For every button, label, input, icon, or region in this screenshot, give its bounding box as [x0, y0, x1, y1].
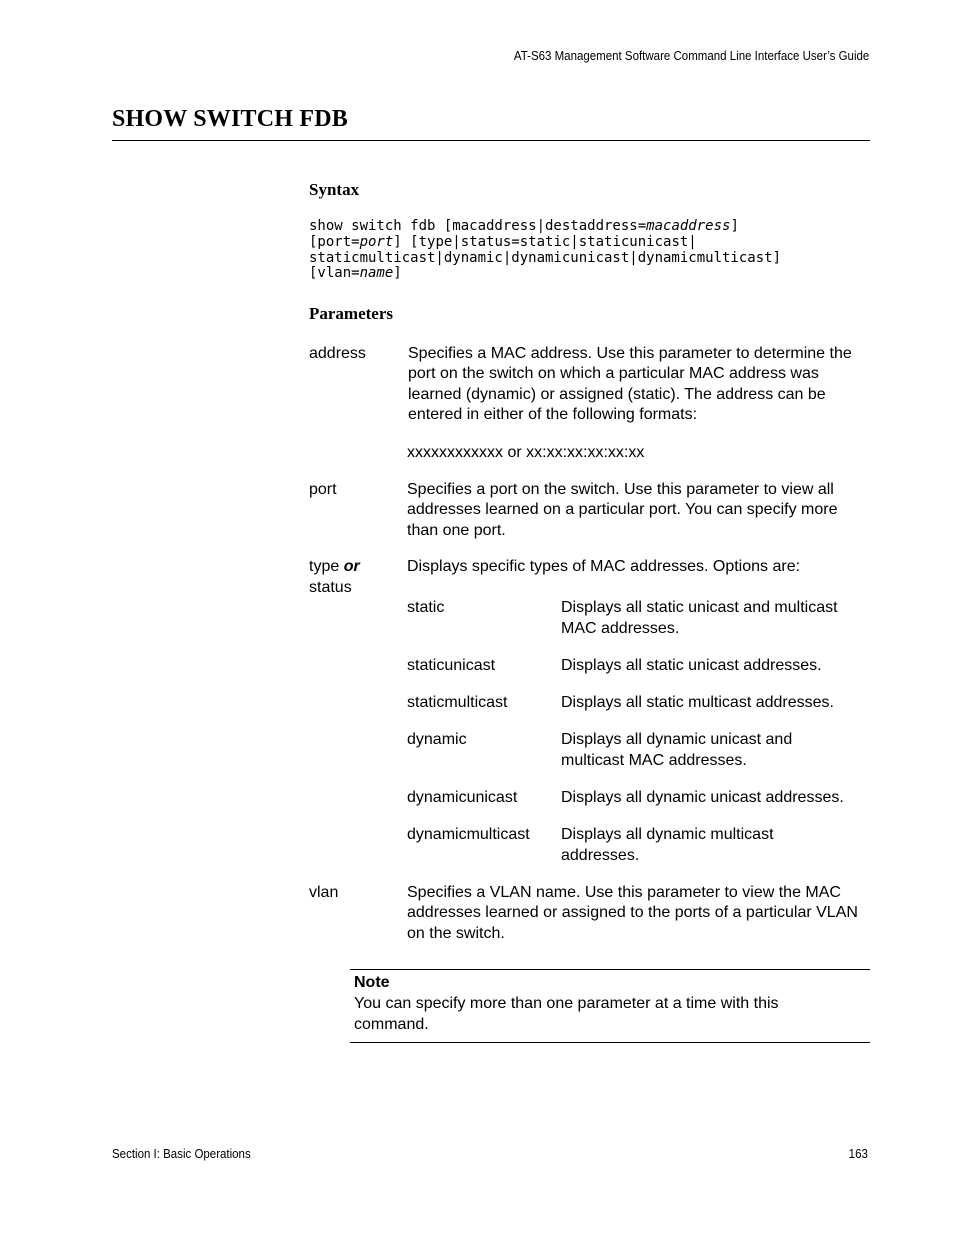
parameters-heading: Parameters	[309, 304, 394, 323]
param-type-conjunction: or	[343, 558, 360, 575]
syntax-line1-suffix: ]	[730, 218, 739, 234]
param-address-formats: xxxxxxxxxxxx or xx:xx:xx:xx:xx:xx	[407, 444, 645, 461]
syntax-line1-arg: macaddress	[646, 218, 731, 234]
syntax-line2-suffix: ] [type|status=static|staticunicast|	[393, 233, 697, 250]
option-description: Displays all dynamic unicast and multicast MAC addresses.	[561, 731, 793, 769]
title-divider	[112, 140, 870, 141]
syntax-heading: Syntax	[309, 180, 360, 199]
syntax-line4-arg: name	[359, 265, 394, 282]
syntax-line2-prefix: [port=	[309, 233, 360, 250]
option-description: Displays all static multicast addresses.	[561, 694, 834, 711]
param-vlan-description: Specifies a VLAN name. Use this parameter to view the MAC addresses learned or assigned to the ports of a particular VLAN on the switch.	[407, 884, 858, 942]
syntax-line1-prefix: show switch fdb [macaddress|destaddress=	[309, 218, 647, 234]
option-name: staticmulticast	[407, 694, 508, 711]
option-description: Displays all dynamic multicast addresses.	[561, 826, 774, 864]
option-name: dynamicmulticast	[407, 826, 530, 843]
syntax-command-block	[309, 219, 781, 282]
syntax-line3: staticmulticast|dynamic|dynamicunicast|dynamicmulticast]	[309, 249, 782, 266]
option-description: Displays all static unicast addresses.	[561, 657, 822, 674]
option-name: static	[407, 599, 445, 616]
option-name: dynamic	[407, 731, 467, 748]
param-type-name	[309, 557, 360, 578]
note-text: You can specify more than one parameter at a time with this command.	[354, 995, 779, 1033]
syntax-line2-arg: port	[359, 233, 394, 250]
param-status-name: status	[309, 579, 352, 596]
param-port-name: port	[309, 481, 337, 498]
param-port-description: Specifies a port on the switch. Use this parameter to view all addresses learned on a particular port. You can specify more than one port.	[407, 481, 838, 539]
param-address-name: address	[309, 345, 366, 362]
note-title: Note	[354, 974, 390, 991]
footer-section: Section I: Basic Operations	[112, 1147, 251, 1161]
param-type-name-part1: type	[309, 558, 340, 575]
syntax-line4-prefix: [vlan=	[309, 265, 360, 282]
footer-page-number: 163	[848, 1147, 868, 1161]
param-vlan-name: vlan	[309, 884, 339, 901]
option-description: Displays all static unicast and multicast MAC addresses.	[561, 599, 838, 637]
param-address-description: Specifies a MAC address. Use this parameter to determine the port on the switch on which a particular MAC address was learned (dynamic) or assigned (static). The address can be entered in either of the following formats:	[408, 345, 852, 423]
syntax-line4-suffix: ]	[393, 265, 402, 282]
param-type-description: Displays specific types of MAC addresses. Options are:	[407, 558, 801, 575]
option-description: Displays all dynamic unicast addresses.	[561, 789, 844, 806]
page-title: SHOW SWITCH FDB	[112, 106, 348, 132]
running-header: AT-S63 Management Software Command Line Interface User’s Guide	[513, 49, 869, 63]
option-name: dynamicunicast	[407, 789, 518, 806]
note-box	[350, 969, 870, 1043]
option-name: staticunicast	[407, 657, 496, 674]
